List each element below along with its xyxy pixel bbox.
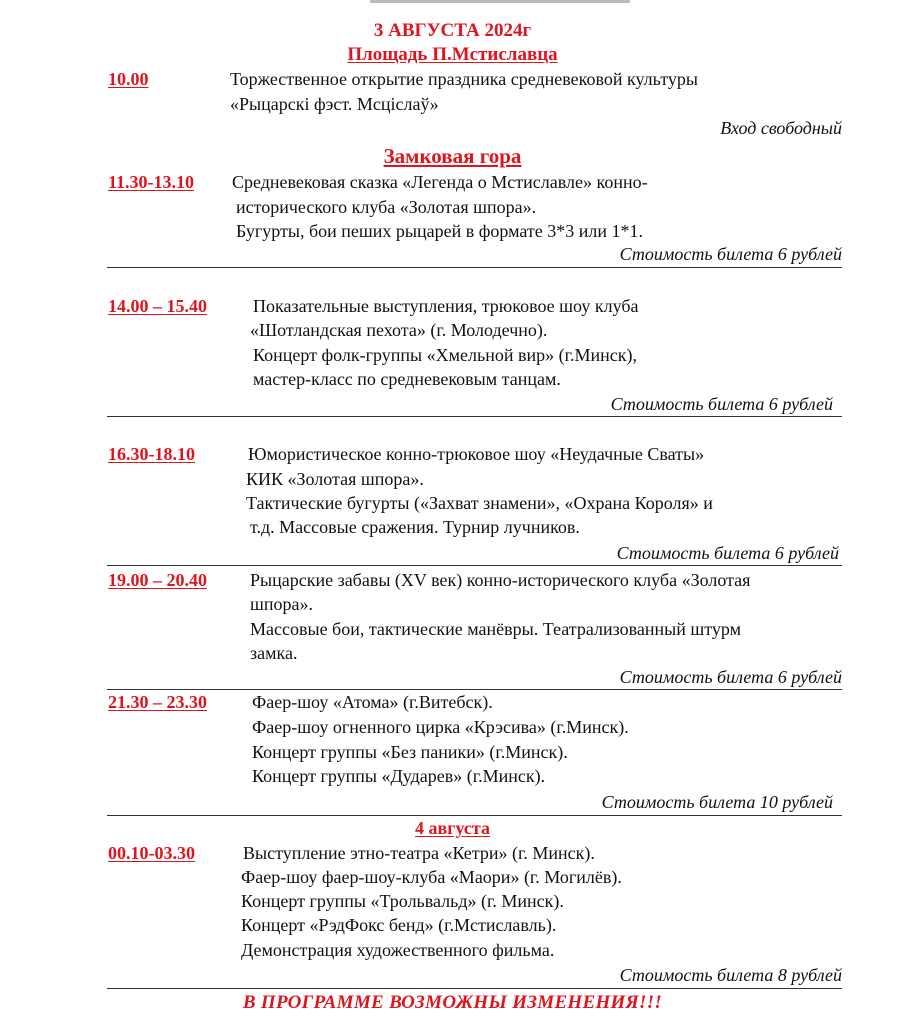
event-line: т.д. Массовые сражения. Турнир лучников. bbox=[250, 517, 580, 537]
event-line: Бугурты, бои пеших рыцарей в формате 3*3 или 1*1. bbox=[236, 221, 644, 241]
event-line: Массовые бои, тактические манёвры. Театрализованный штурм bbox=[250, 619, 741, 639]
ticket-price: Стоимость билета 10 рублей bbox=[601, 792, 833, 812]
event-line: КИК «Золотая шпора». bbox=[246, 469, 424, 489]
event-line: Юмористическое конно-трюковое шоу «Неудачные Сваты» bbox=[248, 444, 705, 464]
ticket-price: Стоимость билета 8 рублей bbox=[619, 965, 842, 985]
event-line: Концерт «РэдФокс бенд» (г.Мстиславль). bbox=[241, 915, 557, 935]
divider bbox=[107, 267, 842, 268]
event-line: Концерт группы «Трольвальд» (г. Минск). bbox=[241, 891, 564, 911]
event-time: 11.30-13.10 bbox=[108, 172, 195, 192]
event-line: Тактические бугурты («Захват знамени», «Охрана Короля» и bbox=[246, 493, 713, 513]
event-line: Фаер-шоу фаер-шоу-клуба «Маори» (г. Могилёв). bbox=[241, 867, 622, 887]
event-line: Демонстрация художественного фильма. bbox=[241, 940, 555, 960]
ticket-price: Стоимость билета 6 рублей bbox=[619, 667, 842, 687]
event-line: Концерт группы «Дударев» (г.Минск). bbox=[252, 766, 546, 786]
ticket-price: Стоимость билета 6 рублей bbox=[610, 394, 833, 414]
venue-heading-castle: Замковая гора bbox=[383, 144, 522, 168]
event-line: Выступление этно-театра «Кетри» (г. Минск). bbox=[243, 843, 595, 863]
event-line: шпора». bbox=[250, 594, 313, 614]
event-line: замка. bbox=[250, 643, 298, 663]
event-time: 00.10-03.30 bbox=[108, 843, 195, 863]
program-change-warning: В ПРОГРАММЕ ВОЗМОЖНЫ ИЗМЕНЕНИЯ!!! bbox=[242, 992, 663, 1013]
event-line: Фаер-шоу «Атома» (г.Витебск). bbox=[252, 692, 493, 712]
opening-note: Вход свободный bbox=[720, 118, 842, 138]
event-line: Рыцарские забавы (XV век) конно-исторического клуба «Золотая bbox=[250, 570, 751, 590]
date-heading: 3 АВГУСТА 2024г bbox=[373, 20, 532, 41]
opening-time: 10.00 bbox=[108, 69, 149, 89]
event-time: 14.00 – 15.40 bbox=[108, 296, 207, 316]
ticket-price: Стоимость билета 6 рублей bbox=[616, 543, 839, 563]
event-line: Концерт группы «Без паники» (г.Минск). bbox=[252, 742, 568, 762]
event-line: Показательные выступления, трюковое шоу клуба bbox=[253, 296, 639, 316]
event-line: Концерт фолк-группы «Хмельной вир» (г.Минск), bbox=[253, 345, 637, 365]
event-line: исторического клуба «Золотая шпора». bbox=[236, 197, 537, 217]
event-time: 16.30-18.10 bbox=[108, 444, 195, 464]
divider bbox=[107, 689, 842, 690]
event-line: Фаер-шоу огненного цирка «Крэсива» (г.Минск). bbox=[252, 717, 629, 737]
event-line: «Шотландская пехота» (г. Молодечно). bbox=[250, 320, 548, 340]
divider bbox=[107, 565, 842, 566]
top-edge-fragment bbox=[370, 0, 630, 3]
event-line: мастер-класс по средневековым танцам. bbox=[253, 369, 561, 389]
divider bbox=[107, 988, 842, 989]
venue-heading-square: Площадь П.Мстиславца bbox=[347, 44, 558, 65]
opening-line-1: Торжественное открытие праздника средневековой культуры bbox=[230, 69, 698, 89]
divider bbox=[107, 416, 842, 417]
opening-line-2: «Рыцарскі фэст. Мсціслаў» bbox=[230, 94, 439, 114]
day2-date-heading: 4 августа bbox=[415, 818, 490, 838]
event-time: 19.00 – 20.40 bbox=[108, 570, 207, 590]
event-line: Средневековая сказка «Легенда о Мстиславле» конно- bbox=[232, 172, 648, 192]
divider bbox=[107, 815, 842, 816]
event-time: 21.30 – 23.30 bbox=[108, 692, 207, 712]
ticket-price: Стоимость билета 6 рублей bbox=[619, 244, 842, 264]
